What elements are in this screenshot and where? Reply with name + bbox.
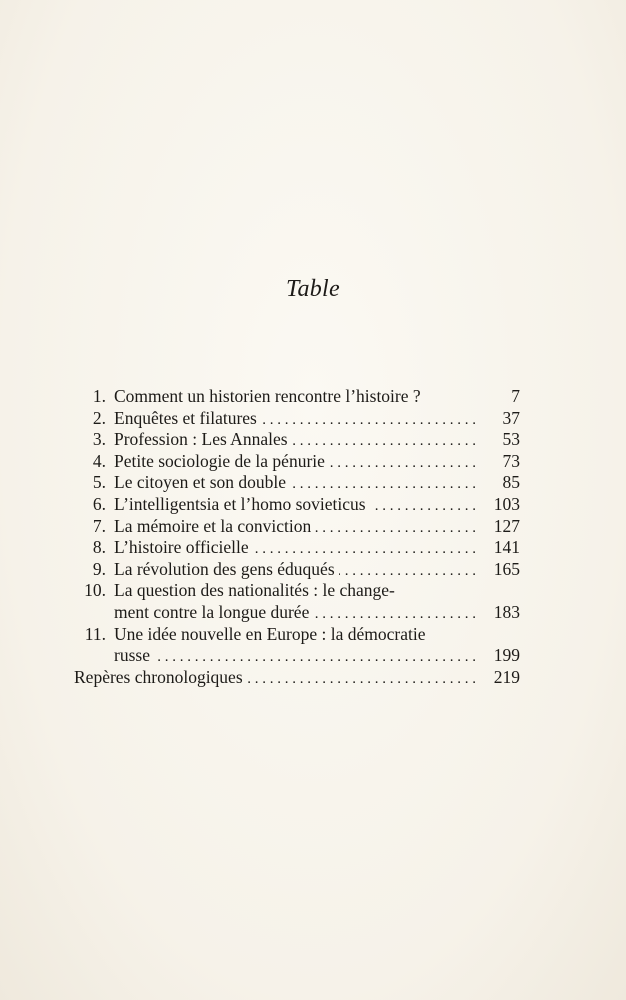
entry-number: 9. bbox=[92, 558, 106, 579]
entry-number: 11. bbox=[84, 623, 106, 644]
page-title: Table bbox=[286, 276, 340, 302]
entry-title-continuation: russe bbox=[114, 645, 150, 666]
dot-leader bbox=[253, 539, 476, 561]
entry-title: La révolution des gens éduqués bbox=[114, 558, 335, 579]
entry-number: 7. bbox=[92, 515, 106, 536]
dot-leader bbox=[247, 669, 476, 691]
toc-entry bbox=[74, 429, 520, 451]
entry-number: 1. bbox=[92, 386, 106, 406]
entry-page-number: 7 bbox=[511, 386, 520, 406]
dot-leader bbox=[154, 647, 476, 669]
entry-title: Comment un historien rencontre l’histoire ? bbox=[114, 386, 421, 406]
entry-page-number: 165 bbox=[493, 558, 520, 579]
entry-title: Enquêtes et filatures bbox=[114, 407, 257, 428]
dot-leader bbox=[290, 474, 476, 496]
table-of-contents bbox=[74, 386, 520, 688]
entry-page-number: 73 bbox=[502, 450, 520, 471]
entry-title: L’histoire officielle bbox=[114, 537, 249, 558]
entry-title: Une idée nouvelle en Europe : la démocratie bbox=[114, 623, 426, 644]
entry-title: Le citoyen et son double bbox=[114, 472, 287, 493]
entry-number: 8. bbox=[92, 537, 106, 558]
entry-title: Petite sociologie de la pénurie bbox=[114, 450, 325, 471]
toc-entry bbox=[74, 537, 520, 559]
entry-page-number: 199 bbox=[493, 645, 520, 666]
toc-entry bbox=[74, 516, 520, 538]
entry-title-continuation: ment contre la longue durée bbox=[114, 601, 310, 622]
entry-title bbox=[114, 580, 480, 602]
toc-entry bbox=[74, 451, 520, 473]
toc-entry bbox=[74, 559, 520, 581]
entry-number: 3. bbox=[92, 429, 106, 450]
entry-page-number: 53 bbox=[502, 429, 520, 450]
toc-entry bbox=[74, 667, 520, 689]
entry-page-number: 219 bbox=[493, 666, 520, 687]
entry-title-line: La question des nationalités : le change- bbox=[114, 580, 395, 601]
dot-leader bbox=[292, 431, 476, 453]
entry-page-number: 103 bbox=[493, 493, 520, 514]
toc-entry bbox=[74, 624, 520, 667]
entry-page-number: 127 bbox=[493, 515, 520, 536]
dot-leader bbox=[339, 561, 476, 583]
entry-number: 10. bbox=[84, 580, 106, 601]
dot-leader bbox=[313, 604, 476, 626]
entry-page-number: 85 bbox=[502, 472, 520, 493]
entry-number: 6. bbox=[92, 493, 106, 514]
entry-title: L’intelligentsia et l’homo sovieticus bbox=[114, 493, 366, 514]
entry-number: 4. bbox=[92, 450, 106, 471]
entry-page-number: 183 bbox=[493, 601, 520, 622]
entry-title: Repères chronologiques bbox=[74, 666, 243, 687]
toc-entry bbox=[74, 580, 520, 623]
entry-title: Profession : Les Annales bbox=[114, 429, 288, 450]
entry-page-number: 141 bbox=[493, 537, 520, 558]
toc-entry bbox=[74, 472, 520, 494]
dot-leader bbox=[261, 410, 476, 432]
toc-entry bbox=[74, 408, 520, 430]
dot-leader bbox=[370, 496, 476, 518]
dot-leader bbox=[329, 453, 476, 475]
entry-page-number: 37 bbox=[502, 407, 520, 428]
entry-number: 2. bbox=[92, 407, 106, 428]
dot-leader bbox=[315, 518, 476, 540]
entry-title: La mémoire et la conviction bbox=[114, 515, 312, 536]
entry-number: 5. bbox=[92, 472, 106, 493]
toc-entry bbox=[74, 386, 520, 408]
toc-entry bbox=[74, 494, 520, 516]
